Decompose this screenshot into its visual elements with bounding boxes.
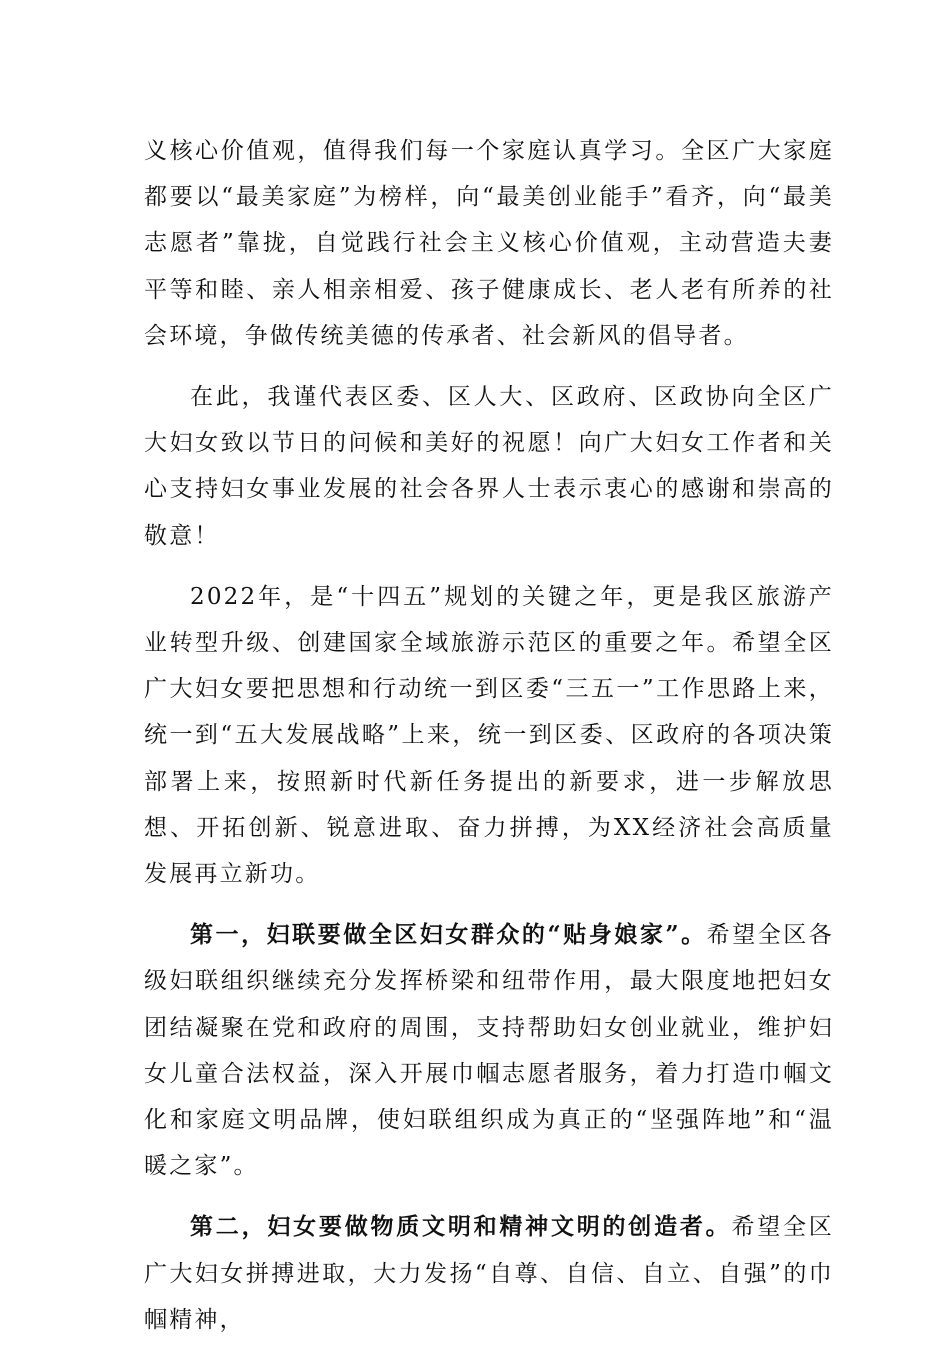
paragraph-text: 2022年，是“十四五”规划的关键之年，更是我区旅游产业转型升级、创建国家全域旅游示范区的重要之年。希望全区广大妇女要把思想和行动统一到区委“三五一”工作思路上来，统一到“五大发展战略”上来，统一到区委、区政府的各项决策部署上来，按照新时代新任务提出的新要求，进一步解放思想、开拓创新、锐意进取、奋力拼搏，为XX经济社会高质量发展再立新功。 [144, 583, 834, 888]
paragraph-text: 希望全区各级妇联组织继续充分发挥桥梁和纽带作用，最大限度地把妇女团结凝聚在党和政府的周围，支持帮助妇女创业就业，维护妇女儿童合法权益，深入开展巾帼志愿者服务，着力打造巾帼文化和家庭文明品牌，使妇联组织成为真正的“坚强阵地”和“温暖之家”。 [144, 922, 834, 1180]
document-body [144, 128, 834, 1358]
paragraph-text: 在此，我谨代表区委、区人大、区政府、区政协向全区广大妇女致以节日的问候和美好的祝愿！向广大妇女工作者和关心支持妇女事业发展的社会各界人士表示衷心的感谢和崇高的敬意！ [144, 384, 834, 549]
paragraph-text: 义核心价值观，值得我们每一个家庭认真学习。全区广大家庭都要以“最美家庭”为榜样，向“最美创业能手”看齐，向“最美志愿者”靠拢，自觉践行社会主义核心价值观，主动营造夫妻平等和睦、亲人相亲相爱、孩子健康成长、老人老有所养的社会环境，争做传统美德的传承者、社会新风的倡导者。 [144, 138, 834, 349]
paragraph-lead: 第二，妇女要做物质文明和精神文明的创造者。 [190, 1213, 732, 1241]
paragraph-text: 希望全区广大妇女拼搏进取，大力发扬“自尊、自信、自立、自强”的巾帼精神， [144, 1214, 834, 1333]
paragraph-family-values [144, 128, 834, 359]
paragraph-2022-goals [144, 574, 834, 897]
paragraph-greetings [144, 374, 834, 559]
paragraph-second-point [144, 1204, 834, 1343]
paragraph-lead: 第一，妇联要做全区妇女群众的“贴身娘家”。 [190, 921, 707, 949]
paragraph-first-point [144, 912, 834, 1189]
